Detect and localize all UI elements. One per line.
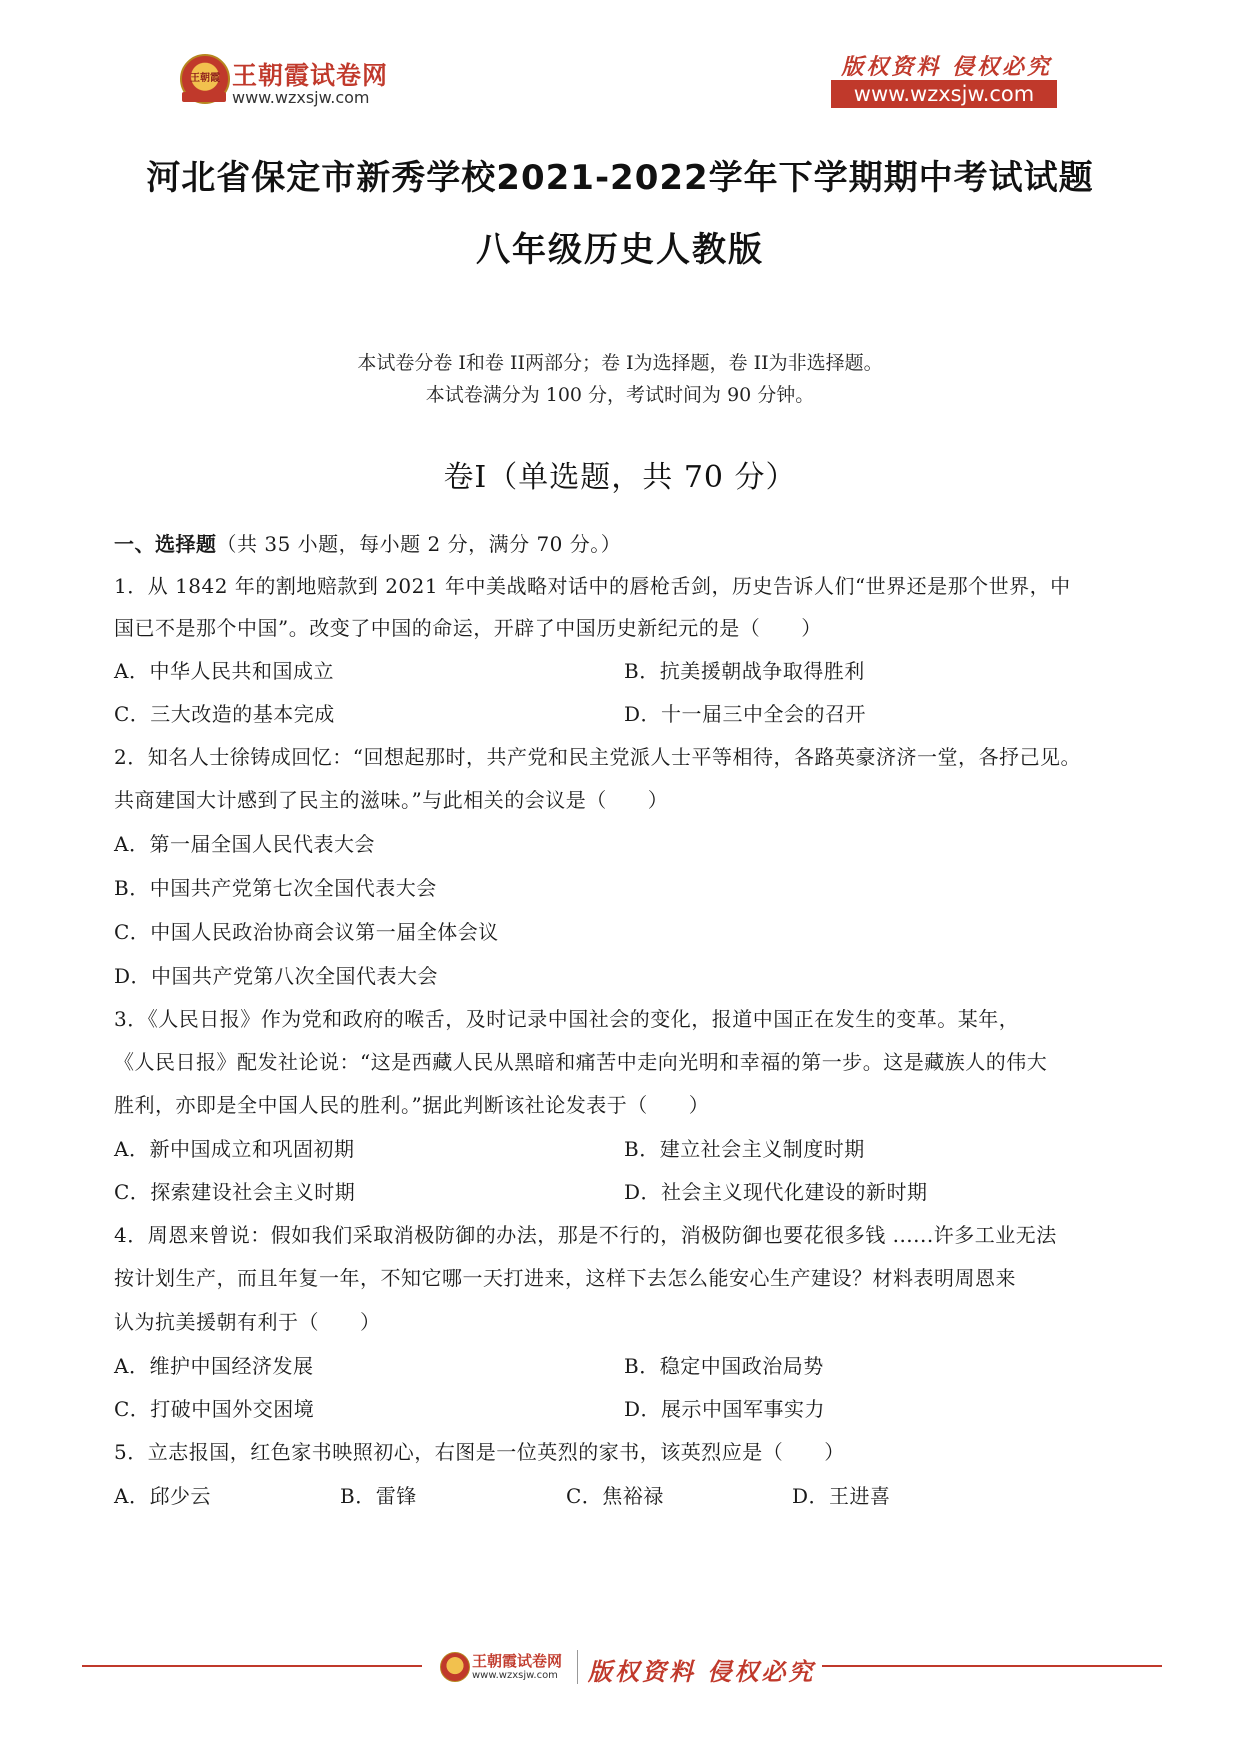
site-logo xyxy=(180,52,410,112)
question-1-option-a: A．中华人民共和国成立 xyxy=(114,659,334,683)
question-5-option-c: C．焦裕禄 xyxy=(566,1484,664,1508)
part-label: 一、选择题 xyxy=(114,532,217,556)
question-1-line-2: 国已不是那个中国”。改变了中国的命运，开辟了中国历史新纪元的是（ ） xyxy=(114,616,822,640)
question-3-option-c: C．探索建设社会主义时期 xyxy=(114,1180,356,1204)
question-2-option-b: B．中国共产党第七次全国代表大会 xyxy=(114,876,437,900)
question-4-option-d: D．展示中国军事实力 xyxy=(624,1397,826,1421)
question-2-option-a: A．第一届全国人民代表大会 xyxy=(114,832,375,856)
question-2-option-c: C．中国人民政治协商会议第一届全体会议 xyxy=(114,920,499,944)
exam-title: 河北省保定市新秀学校2021-2022学年下学期期中考试试题 xyxy=(146,158,1094,198)
intro-line-1: 本试卷分卷 I和卷 II两部分；卷 I为选择题，卷 II为非选择题。 xyxy=(357,352,883,374)
intro-line-2: 本试卷满分为 100 分，考试时间为 90 分钟。 xyxy=(425,384,815,406)
question-4-line-2: 按计划生产，而且年复一年，不知它哪一天打进来，这样下去怎么能安心生产建设？材料表明周恩来 xyxy=(114,1266,1016,1290)
question-2-line-2: 共商建国大计感到了民主的滋味。”与此相关的会议是（ ） xyxy=(114,788,669,812)
header-copyright: 版权资料 侵权必究 xyxy=(841,54,1052,80)
question-3-line-3: 胜利，亦即是全中国人民的胜利。”据此判断该社论发表于（ ） xyxy=(114,1093,710,1117)
logo-url: www.wzxsjw.com xyxy=(232,88,370,107)
question-5-option-b: B．雷锋 xyxy=(340,1484,417,1508)
question-2-option-d: D．中国共产党第八次全国代表大会 xyxy=(114,964,439,988)
question-2-line-1: 2．知名人士徐铸成回忆：“回想起那时，共产党和民主党派人士平等相待，各路英豪济济一堂，各抒己见。 xyxy=(114,745,1081,769)
footer-logo-badge-icon xyxy=(440,1652,470,1682)
question-1-line-1: 1．从 1842 年的割地赔款到 2021 年中美战略对话中的唇枪舌剑，历史告诉人们“世界还是那个世界，中 xyxy=(114,574,1071,598)
logo-name: 王朝霞试卷网 xyxy=(232,61,389,90)
question-3-option-d: D．社会主义现代化建设的新时期 xyxy=(624,1180,928,1204)
part-description: （共 35 小题，每小题 2 分，满分 70 分。） xyxy=(216,532,622,556)
footer-rule-right xyxy=(822,1665,1162,1667)
question-1-option-b: B．抗美援朝战争取得胜利 xyxy=(624,659,865,683)
question-3-option-b: B．建立社会主义制度时期 xyxy=(624,1137,865,1161)
question-1-option-d: D．十一届三中全会的召开 xyxy=(624,702,867,726)
question-3-line-1: 3．《人民日报》作为党和政府的喉舌，及时记录中国社会的变化，报道中国正在发生的变革。某年， xyxy=(114,1007,1020,1031)
footer-logo-name: 王朝霞试卷网 xyxy=(472,1652,563,1670)
footer-logo-url: www.wzxsjw.com xyxy=(472,1670,558,1681)
header-url-box: www.wzxsjw.com xyxy=(831,80,1057,108)
question-5-line-1: 5．立志报国，红色家书映照初心，右图是一位英烈的家书，该英烈应是（ ） xyxy=(114,1440,845,1464)
question-5-option-a: A．邱少云 xyxy=(114,1484,211,1508)
question-3-option-a: A．新中国成立和巩固初期 xyxy=(114,1137,355,1161)
footer-logo xyxy=(440,1650,610,1686)
footer-divider xyxy=(577,1650,578,1684)
logo-badge-icon: 王朝霞 xyxy=(180,54,230,104)
part-instructions xyxy=(114,528,621,557)
question-4-line-1: 4．周恩来曾说：假如我们采取消极防御的办法，那是不行的，消极防御也要花很多钱 ......许多工业无法 xyxy=(114,1223,1057,1247)
question-5-option-d: D．王进喜 xyxy=(792,1484,891,1508)
question-4-option-a: A．维护中国经济发展 xyxy=(114,1354,314,1378)
section-heading: 卷Ⅰ（单选题，共 70 分） xyxy=(443,460,797,495)
question-1-option-c: C．三大改造的基本完成 xyxy=(114,702,335,726)
logo-ribbon xyxy=(182,92,226,102)
footer-rule-left xyxy=(82,1665,422,1667)
question-4-option-b: B．稳定中国政治局势 xyxy=(624,1354,824,1378)
question-4-line-3: 认为抗美援朝有利于（ ） xyxy=(114,1310,381,1334)
question-3-line-2: 《人民日报》配发社论说：“这是西藏人民从黑暗和痛苦中走向光明和幸福的第一步。这是藏族人的伟大 xyxy=(114,1050,1048,1074)
exam-subtitle: 八年级历史人教版 xyxy=(476,230,764,270)
footer-copyright: 版权资料 侵权必究 xyxy=(588,1657,816,1686)
question-4-option-c: C．打破中国外交困境 xyxy=(114,1397,315,1421)
